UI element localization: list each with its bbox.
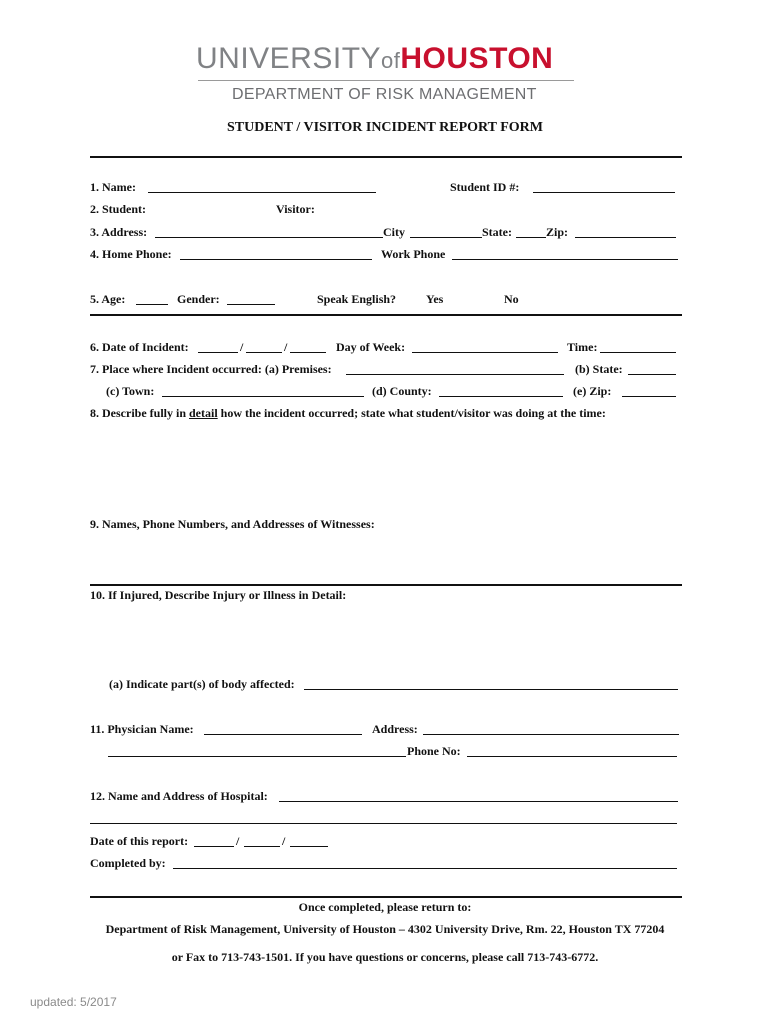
body-parts-field[interactable] bbox=[304, 689, 678, 690]
student-id-label: Student ID #: bbox=[450, 180, 520, 194]
visitor-label: Visitor: bbox=[276, 202, 315, 216]
yes-option[interactable]: Yes bbox=[426, 292, 444, 306]
updated-date: updated: 5/2017 bbox=[30, 995, 117, 1009]
phone-no-field[interactable] bbox=[467, 756, 677, 757]
form-title: STUDENT / VISITOR INCIDENT REPORT FORM bbox=[226, 120, 543, 135]
logo-divider bbox=[198, 80, 574, 81]
premises-field[interactable] bbox=[346, 374, 564, 375]
physician-address-line-2[interactable] bbox=[108, 756, 406, 757]
place-state-field[interactable] bbox=[628, 374, 676, 375]
name-label: 1. Name: bbox=[90, 180, 136, 194]
city-field[interactable] bbox=[410, 237, 482, 238]
report-month-field[interactable] bbox=[194, 846, 234, 847]
place-state-label: (b) State: bbox=[575, 362, 623, 376]
speak-english-label: Speak English? bbox=[317, 292, 397, 306]
state-label: State: bbox=[482, 225, 512, 239]
university-logo bbox=[196, 42, 553, 76]
phone-no-label: Phone No: bbox=[407, 744, 461, 758]
gender-field[interactable] bbox=[227, 304, 275, 305]
return-address: Department of Risk Management, University of Houston – 4302 University Drive, Rm. 22, Houston TX 77204 bbox=[105, 922, 665, 936]
age-field[interactable] bbox=[136, 304, 168, 305]
logo-houston-text: HOUSTON bbox=[400, 42, 554, 75]
zip-field[interactable] bbox=[575, 237, 676, 238]
section-rule-top bbox=[90, 156, 682, 158]
logo-of-text: of bbox=[381, 48, 401, 73]
place-zip-field[interactable] bbox=[622, 396, 676, 397]
physician-name-field[interactable] bbox=[204, 734, 362, 735]
witnesses-label: 9. Names, Phone Numbers, and Addresses of Witnesses: bbox=[90, 517, 375, 531]
town-field[interactable] bbox=[162, 396, 364, 397]
date-month-field[interactable] bbox=[198, 352, 238, 353]
physician-address-field[interactable] bbox=[423, 734, 679, 735]
date-slash-1: / bbox=[240, 340, 244, 354]
describe-prefix: 8. Describe fully in bbox=[90, 406, 186, 420]
fax-contact-line: or Fax to 713-743-1501. If you have questions or concerns, please call 713-743-6772. bbox=[171, 950, 599, 964]
county-label: (d) County: bbox=[372, 384, 432, 398]
report-slash-1: / bbox=[236, 834, 240, 848]
name-field[interactable] bbox=[148, 192, 376, 193]
physician-address-label: Address: bbox=[372, 722, 418, 736]
address-label: 3. Address: bbox=[90, 225, 148, 239]
injury-description-area[interactable] bbox=[90, 606, 680, 672]
report-day-field[interactable] bbox=[244, 846, 280, 847]
student-label: 2. Student: bbox=[90, 202, 147, 216]
time-field[interactable] bbox=[600, 352, 676, 353]
completed-by-field[interactable] bbox=[173, 868, 677, 869]
hospital-label: 12. Name and Address of Hospital: bbox=[90, 789, 268, 803]
home-phone-field[interactable] bbox=[180, 259, 372, 260]
report-slash-2: / bbox=[282, 834, 286, 848]
date-report-label: Date of this report: bbox=[90, 834, 189, 848]
student-id-field[interactable] bbox=[533, 192, 675, 193]
city-label: City bbox=[383, 225, 405, 239]
section-rule-bottom bbox=[90, 896, 682, 898]
section-rule-2 bbox=[90, 314, 682, 316]
logo-university-text: UNIVERSITY bbox=[196, 42, 382, 75]
hospital-line-2[interactable] bbox=[90, 823, 677, 824]
state-field[interactable] bbox=[516, 237, 546, 238]
incident-description-area[interactable] bbox=[90, 424, 680, 510]
no-option[interactable]: No bbox=[504, 292, 519, 306]
return-note: Once completed, please return to: bbox=[298, 900, 472, 914]
town-label: (c) Town: bbox=[106, 384, 155, 398]
county-field[interactable] bbox=[439, 396, 563, 397]
completed-by-label: Completed by: bbox=[90, 856, 166, 870]
report-year-field[interactable] bbox=[290, 846, 328, 847]
describe-suffix: how the incident occurred; state what student/visitor was doing at the time: bbox=[220, 406, 606, 420]
time-label: Time: bbox=[567, 340, 598, 354]
day-of-week-field[interactable] bbox=[412, 352, 558, 353]
home-phone-label: 4. Home Phone: bbox=[90, 247, 172, 261]
place-premises-label: 7. Place where Incident occurred: (a) Premises: bbox=[90, 362, 332, 376]
place-zip-label: (e) Zip: bbox=[573, 384, 612, 398]
describe-incident-label bbox=[90, 406, 606, 421]
section-rule-3 bbox=[90, 584, 682, 586]
hospital-field[interactable] bbox=[279, 801, 678, 802]
witnesses-area[interactable] bbox=[90, 535, 680, 581]
date-day-field[interactable] bbox=[246, 352, 282, 353]
address-field[interactable] bbox=[155, 237, 383, 238]
date-incident-label: 6. Date of Incident: bbox=[90, 340, 189, 354]
physician-name-label: 11. Physician Name: bbox=[90, 722, 194, 736]
gender-label: Gender: bbox=[177, 292, 220, 306]
injury-label: 10. If Injured, Describe Injury or Illness in Detail: bbox=[90, 588, 347, 602]
work-phone-field[interactable] bbox=[452, 259, 678, 260]
body-parts-label: (a) Indicate part(s) of body affected: bbox=[109, 677, 295, 691]
work-phone-label: Work Phone bbox=[381, 247, 446, 261]
day-of-week-label: Day of Week: bbox=[336, 340, 406, 354]
age-label: 5. Age: bbox=[90, 292, 126, 306]
zip-label: Zip: bbox=[546, 225, 569, 239]
date-year-field[interactable] bbox=[290, 352, 326, 353]
department-name: DEPARTMENT OF RISK MANAGEMENT bbox=[232, 86, 537, 103]
date-slash-2: / bbox=[284, 340, 288, 354]
describe-detail-word: detail bbox=[189, 406, 218, 420]
